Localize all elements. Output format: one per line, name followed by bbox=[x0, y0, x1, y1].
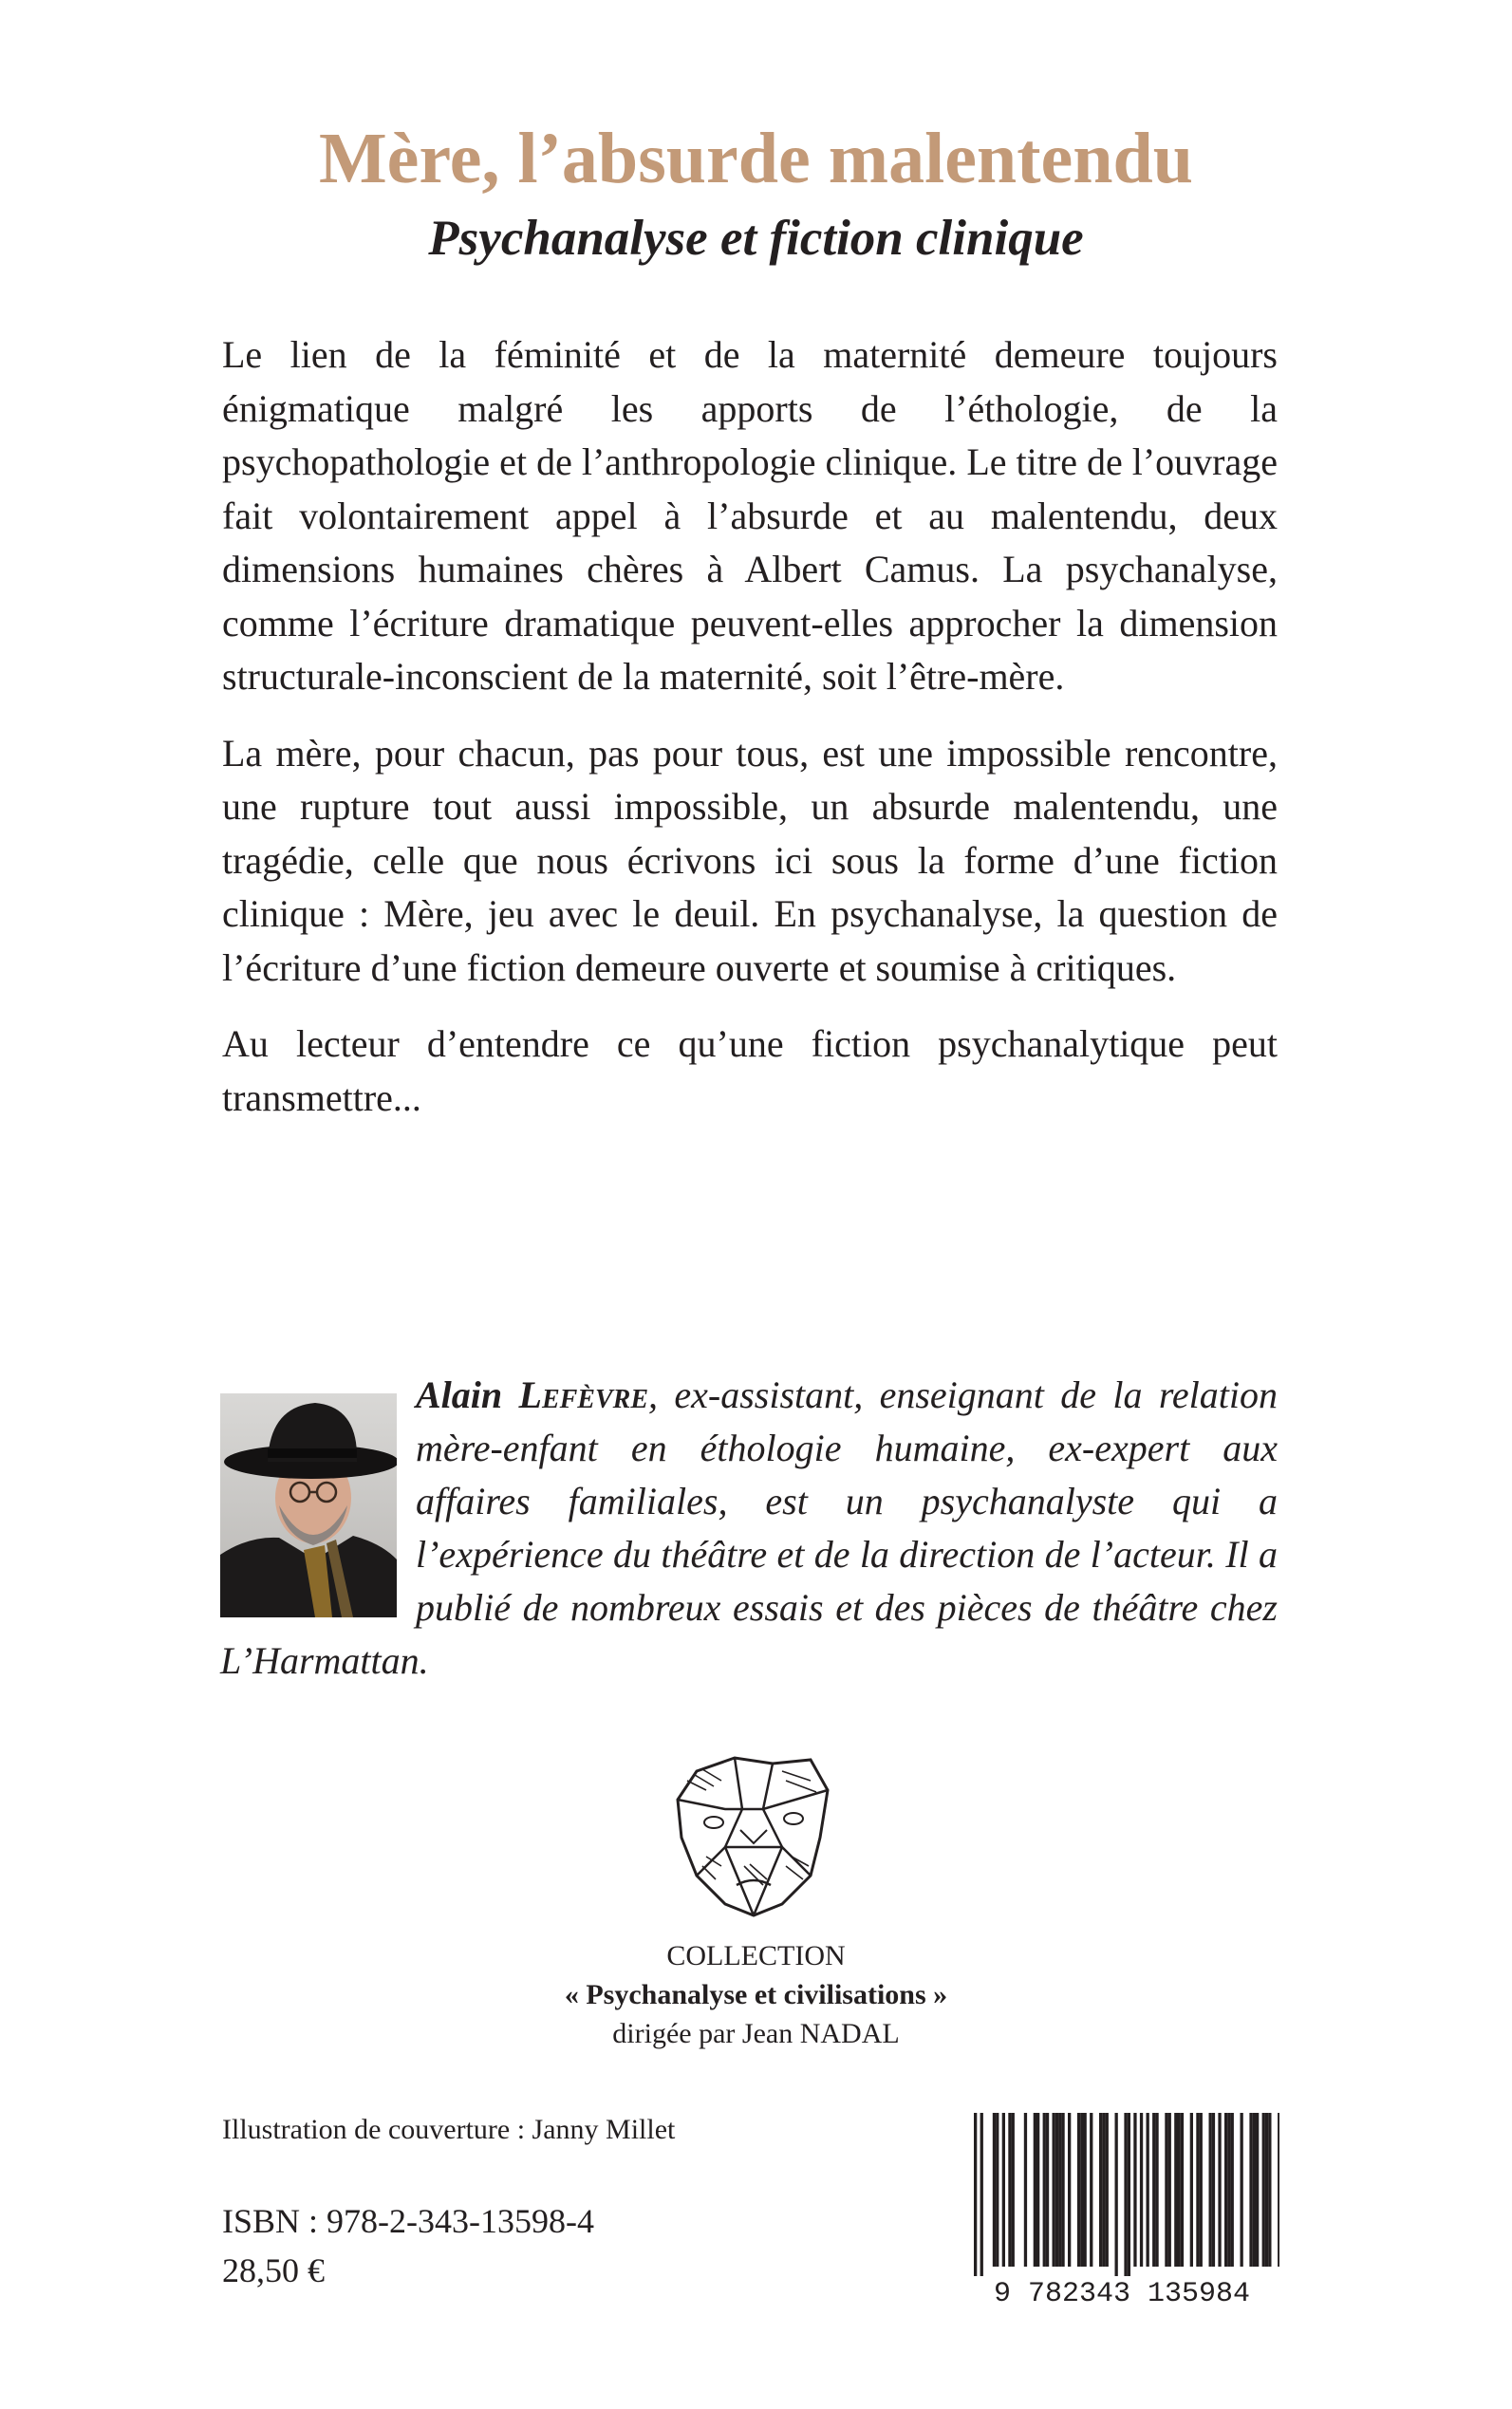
barcode-bar bbox=[1046, 2113, 1049, 2267]
barcode-bar bbox=[1249, 2113, 1252, 2267]
barcode-bar bbox=[980, 2113, 983, 2276]
author-first-name: Alain bbox=[416, 1373, 503, 1416]
barcode-bar bbox=[1196, 2113, 1199, 2267]
price: 28,50 € bbox=[222, 2251, 325, 2289]
barcode-bar bbox=[1241, 2113, 1243, 2267]
barcode-bar bbox=[1090, 2113, 1092, 2267]
book-title: Mère, l’absurde malentendu bbox=[318, 119, 1194, 198]
barcode-bar bbox=[1099, 2113, 1102, 2267]
barcode-bar bbox=[1265, 2113, 1268, 2267]
barcode-bar bbox=[1262, 2113, 1265, 2267]
barcode-bar bbox=[1231, 2113, 1234, 2267]
barcode-bar bbox=[1012, 2113, 1015, 2267]
barcode-bar bbox=[1209, 2113, 1212, 2267]
barcode-bar bbox=[1080, 2113, 1083, 2267]
collection-info bbox=[0, 1936, 1512, 2053]
barcode-bar bbox=[1084, 2113, 1087, 2267]
barcode-bar bbox=[1165, 2113, 1167, 2267]
barcode-bar bbox=[1212, 2113, 1215, 2267]
barcode-bar bbox=[996, 2113, 999, 2267]
barcode-bar bbox=[1256, 2113, 1259, 2267]
barcode-bar bbox=[1128, 2113, 1130, 2276]
barcode-bar bbox=[993, 2113, 996, 2267]
barcode-bar bbox=[1061, 2113, 1064, 2267]
barcode-bar bbox=[1218, 2113, 1221, 2267]
barcode-bar bbox=[1102, 2113, 1105, 2267]
blurb-paragraph-3: Au lecteur d’entendre ce qu’une fiction psychanalytique peut transmettre... bbox=[222, 1022, 1278, 1119]
publisher-logo bbox=[668, 1752, 837, 1919]
barcode-bar bbox=[1140, 2113, 1143, 2267]
barcode-bar bbox=[1147, 2113, 1149, 2267]
collection-label: COLLECTION bbox=[666, 1940, 846, 1971]
barcode-bar bbox=[1278, 2113, 1279, 2267]
barcode-bar bbox=[1190, 2113, 1193, 2267]
collection-director: dirigée par Jean NADAL bbox=[612, 2018, 900, 2049]
barcode-bar bbox=[1053, 2113, 1055, 2267]
harmattan-mask-logo-icon bbox=[668, 1752, 837, 1919]
blurb-paragraph-2: La mère, pour chacun, pas pour tous, est une impossible rencontre, une rupture tout aussi impossible, un absurde malentendu, une tragédie, celle que nous écrivons ici sous la forme d’une fiction clinique : Mère, jeu avec le deuil. En psychanalyse, la question de l’écriture d’une fiction demeure ouverte et soumise à critiques. bbox=[222, 731, 1278, 989]
barcode-bar bbox=[1024, 2113, 1027, 2267]
author-portrait-icon bbox=[220, 1393, 397, 1617]
barcode-bar bbox=[1133, 2113, 1136, 2267]
barcode-bar bbox=[1227, 2113, 1230, 2267]
barcode-bar bbox=[974, 2113, 977, 2276]
illustration-credit: Illustration de couverture : Janny Millet bbox=[222, 2114, 676, 2145]
barcode-bar bbox=[1002, 2113, 1005, 2267]
barcode-bar bbox=[1168, 2113, 1171, 2267]
barcode-bar bbox=[1043, 2113, 1046, 2267]
barcode-bar bbox=[1181, 2113, 1184, 2267]
barcode-bar bbox=[1058, 2113, 1061, 2267]
barcode-bar bbox=[1253, 2113, 1256, 2267]
barcode-bar bbox=[1068, 2113, 1071, 2267]
isbn: ISBN : 978-2-343-13598-4 bbox=[222, 2202, 594, 2240]
collection-series: « Psychanalyse et civilisations » bbox=[564, 1979, 948, 2010]
blurb-paragraph-1: Le lien de la féminité et de la maternité demeure toujours énigmatique malgré les apports de l’éthologie, de la psychopathologie et de l’anthropologie clinique. Le titre de l’ouvrage fait volontairement appel à l’absurde et au malentendu, deux dimensions humaines chères à Albert Camus. La psychanalyse, comme l’écriture dramatique peuvent-elles approcher la dimension structurale-inconscient de la maternité, soit l’être-mère. bbox=[222, 333, 1278, 698]
barcode-digits: 9 782343 135984 bbox=[993, 2278, 1251, 2306]
barcode-bar bbox=[1106, 2113, 1109, 2267]
barcode-bar bbox=[1155, 2113, 1158, 2267]
book-subtitle: Psychanalyse et fiction clinique bbox=[428, 211, 1084, 266]
barcode-bar bbox=[1036, 2113, 1039, 2267]
barcode-bar bbox=[1115, 2113, 1118, 2276]
barcode-bar bbox=[1034, 2113, 1036, 2267]
author-bio-text: , ex-assistant, enseignant de la relation mère-enfant en éthologie humaine, ex-expert aux affaires familiales, est un psychanalyste qui a l’expérience du théâtre et de la direction de l’acteur. Il a publié de nombreux essais et des pièces de théâtre chez L’Harmattan. bbox=[220, 1373, 1278, 1682]
barcode-bar bbox=[1152, 2113, 1155, 2267]
barcode-bar bbox=[1055, 2113, 1058, 2267]
barcode-bar bbox=[1008, 2113, 1011, 2267]
barcode-bar bbox=[1224, 2113, 1227, 2267]
barcode-bar bbox=[1174, 2113, 1177, 2267]
barcode-bar bbox=[1124, 2113, 1127, 2276]
author-photo bbox=[220, 1393, 397, 1617]
isbn-barcode bbox=[964, 2109, 1279, 2306]
barcode-bar bbox=[1268, 2113, 1271, 2267]
barcode-bar bbox=[1077, 2113, 1080, 2267]
barcode-bar bbox=[1200, 2113, 1203, 2267]
barcode-bar bbox=[1178, 2113, 1181, 2267]
author-last-name: Lefèvre bbox=[518, 1373, 649, 1416]
back-cover-blurb bbox=[222, 328, 1278, 1148]
